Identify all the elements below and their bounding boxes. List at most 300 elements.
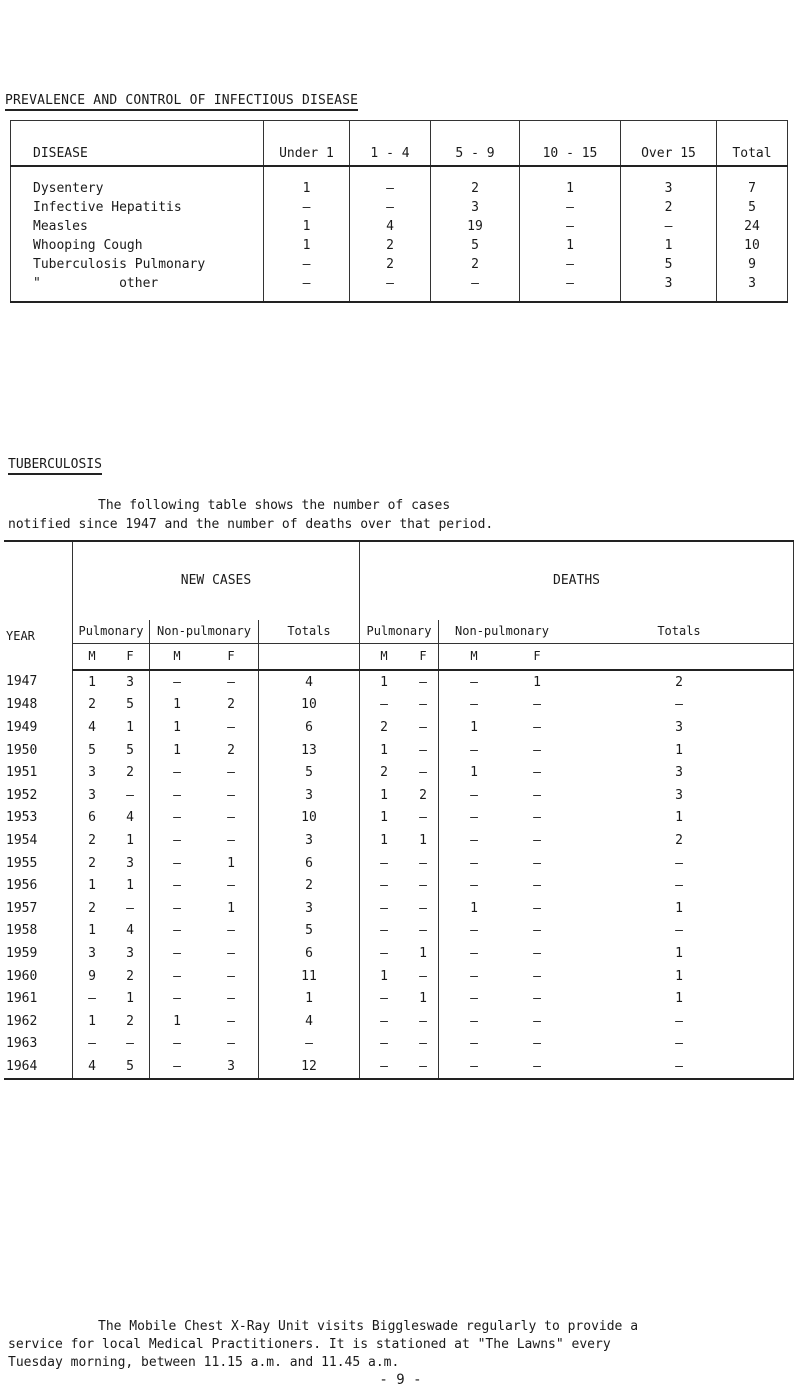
disease-cell: 2 (431, 255, 520, 274)
tb-cell: 4 (73, 1055, 112, 1079)
year-cell: 1955 (6, 855, 38, 871)
table-row (4, 1010, 794, 1033)
tb-cell: – (439, 694, 510, 717)
tb-cell: – (419, 810, 427, 826)
disease-cell: – (350, 274, 431, 302)
tb-cell: – (126, 787, 134, 803)
tb-cell: 1 (439, 761, 510, 784)
tb-cell: 1 (73, 920, 112, 943)
tb-cell: – (509, 1055, 565, 1079)
tb-cell: – (360, 1010, 409, 1033)
disease-cell: – (431, 274, 520, 302)
d-totals-header: Totals (565, 620, 794, 643)
col-1-4: 1 - 4 (350, 121, 431, 167)
tb-cell: – (227, 719, 235, 735)
tb-cell: – (150, 829, 205, 852)
disease-name: Tuberculosis Pulmonary (11, 255, 264, 274)
year-header: YEAR (4, 541, 73, 670)
table-row (4, 897, 794, 920)
tb-cell: – (533, 742, 541, 758)
tb-cell: 2 (227, 697, 235, 713)
tb-cell: 1 (227, 855, 235, 871)
nc-totals-blank (259, 643, 360, 670)
footer-line-2: service for local Medical Practitioners. It is stationed at "The Lawns" every (8, 1337, 611, 1352)
tb-cell: – (439, 829, 510, 852)
disease-cell: – (264, 198, 350, 217)
tb-cell: – (439, 920, 510, 943)
tb-cell: – (227, 878, 235, 894)
tb-cell: – (259, 1033, 360, 1056)
tb-cell: 3 (259, 829, 360, 852)
new-cases-header: NEW CASES (73, 541, 360, 620)
disease-cell: 2 (431, 166, 520, 198)
tb-cell: – (227, 810, 235, 826)
tb-intro (8, 496, 788, 534)
disease-cell: – (264, 255, 350, 274)
tb-cell: – (439, 965, 510, 988)
disease-cell: 2 (350, 255, 431, 274)
tb-cell: 1 (565, 807, 794, 830)
tb-cell: 2 (565, 829, 794, 852)
table-row (4, 716, 794, 739)
disease-cell: 5 (431, 236, 520, 255)
year-cell: 1960 (6, 968, 38, 984)
disease-cell: – (520, 274, 621, 302)
tb-cell: – (419, 719, 427, 735)
disease-cell: – (350, 198, 431, 217)
tb-cell: 2 (126, 1013, 134, 1029)
tb-cell: 6 (73, 807, 112, 830)
disease-cell: 19 (431, 217, 520, 236)
tb-cell: 9 (73, 965, 112, 988)
tb-cell: 1 (126, 832, 134, 848)
tb-cell: 2 (73, 897, 112, 920)
tb-cell: 1 (73, 670, 112, 694)
year-cell: 1961 (6, 991, 38, 1007)
tb-cell: – (126, 1036, 134, 1052)
tb-cell: – (565, 1010, 794, 1033)
tb-cell: – (360, 694, 409, 717)
d-non-pulmonary-header: Non-pulmonary (439, 620, 566, 643)
tb-cell: – (227, 765, 235, 781)
tb-cell: – (565, 1033, 794, 1056)
year-cell: 1953 (6, 810, 38, 826)
disease-cell: 3 (431, 198, 520, 217)
tb-cell: 5 (259, 920, 360, 943)
col-10-15: 10 - 15 (520, 121, 621, 167)
disease-cell: 3 (621, 166, 717, 198)
tb-cell: – (533, 991, 541, 1007)
tb-cell: 1 (360, 739, 409, 762)
tb-cell: 1 (150, 739, 205, 762)
table-row (11, 217, 788, 236)
tb-intro-line-2: notified since 1947 and the number of deaths over that period. (8, 517, 494, 532)
year-cell: 1954 (6, 832, 38, 848)
tb-cell: 1 (73, 1010, 112, 1033)
year-cell: 1950 (6, 742, 38, 758)
disease-cell: 1 (264, 236, 350, 255)
tb-cell: 3 (126, 855, 134, 871)
tb-cell: 1 (565, 987, 794, 1010)
tb-cell: 6 (259, 716, 360, 739)
year-cell: 1952 (6, 787, 38, 803)
tb-cell: – (73, 987, 112, 1010)
col-5-9: 5 - 9 (431, 121, 520, 167)
footer-line-3: Tuesday morning, between 11.15 a.m. and 11.45 a.m. (8, 1355, 400, 1370)
d-pulm-f: F (408, 643, 439, 670)
disease-cell: 1 (264, 166, 350, 198)
tb-intro-line-1: The following table shows the number of cases (98, 498, 451, 513)
disease-name: Measles (11, 217, 264, 236)
tb-cell: – (150, 874, 205, 897)
tb-cell: – (419, 923, 427, 939)
tb-cell: 2 (227, 742, 235, 758)
tb-cell: – (408, 1055, 439, 1079)
tb-cell: 10 (259, 807, 360, 830)
tb-cell: – (533, 900, 541, 916)
disease-cell: – (350, 166, 431, 198)
tuberculosis-table (4, 540, 794, 1080)
tb-cell: 2 (259, 874, 360, 897)
d-pulmonary-header: Pulmonary (360, 620, 439, 643)
disease-cell: 2 (621, 198, 717, 217)
tb-cell: – (419, 697, 427, 713)
tb-cell: – (565, 920, 794, 943)
nc-nonpulm-f: F (204, 643, 259, 670)
tb-cell: – (150, 987, 205, 1010)
nc-pulm-m: M (73, 643, 112, 670)
disease-cell: 9 (717, 255, 788, 274)
tb-cell: – (419, 878, 427, 894)
page-title: PREVALENCE AND CONTROL OF INFECTIOUS DISEASE (5, 93, 358, 111)
tb-cell: – (439, 670, 510, 694)
tb-cell: 1 (360, 670, 409, 694)
tb-cell: 5 (259, 761, 360, 784)
table-row (11, 255, 788, 274)
tb-cell: 4 (126, 810, 134, 826)
disease-name: Dysentery (11, 166, 264, 198)
nc-nonpulm-m: M (150, 643, 205, 670)
tb-cell: 6 (259, 942, 360, 965)
tb-cell: 10 (259, 694, 360, 717)
disease-cell: 2 (350, 236, 431, 255)
tb-cell: – (227, 1036, 235, 1052)
tb-cell: 2 (126, 968, 134, 984)
disease-cell: – (264, 274, 350, 302)
tb-cell: 1 (565, 897, 794, 920)
year-cell: 1951 (6, 765, 38, 781)
tb-cell: – (533, 855, 541, 871)
tb-cell: – (419, 855, 427, 871)
page-number: - 9 - (379, 1372, 422, 1388)
year-cell: 1956 (6, 878, 38, 894)
disease-cell: 7 (717, 166, 788, 198)
disease-cell: 5 (621, 255, 717, 274)
tb-cell: – (533, 1013, 541, 1029)
deaths-header: DEATHS (360, 541, 794, 620)
year-cell: 1947 (6, 674, 38, 690)
tb-cell: 5 (73, 739, 112, 762)
tb-cell: – (150, 965, 205, 988)
year-cell: 1963 (6, 1036, 38, 1052)
disease-cell: – (520, 255, 621, 274)
tb-cell: – (360, 852, 409, 875)
tb-cell: – (533, 697, 541, 713)
col-disease: DISEASE (11, 121, 264, 167)
col-over-15: Over 15 (621, 121, 717, 167)
disease-cell: 3 (621, 274, 717, 302)
tb-cell: – (533, 787, 541, 803)
tb-cell: 1 (126, 878, 134, 894)
tb-cell: – (533, 832, 541, 848)
table-row (4, 694, 794, 717)
tb-cell: – (533, 1036, 541, 1052)
tb-cell: 2 (360, 716, 409, 739)
tb-cell: 4 (73, 716, 112, 739)
tb-cell: – (227, 832, 235, 848)
tb-cell: – (150, 784, 205, 807)
disease-cell: 4 (350, 217, 431, 236)
tb-cell: – (73, 1033, 112, 1056)
tb-cell: – (439, 1033, 510, 1056)
tb-cell: – (565, 874, 794, 897)
tb-cell: 5 (111, 1055, 150, 1079)
table-row (4, 761, 794, 784)
tb-cell: – (360, 1033, 409, 1056)
tb-cell: – (150, 670, 205, 694)
tb-cell: – (419, 900, 427, 916)
table-row (4, 1033, 794, 1056)
tb-cell: – (150, 1055, 205, 1079)
tb-cell: 1 (227, 900, 235, 916)
tb-cell: – (439, 852, 510, 875)
tb-cell: – (419, 968, 427, 984)
tb-cell: 1 (439, 716, 510, 739)
tb-cell: 3 (126, 674, 134, 690)
tb-cell: 11 (259, 965, 360, 988)
tb-cell: – (565, 852, 794, 875)
tb-cell: – (533, 878, 541, 894)
tb-cell: – (126, 900, 134, 916)
table-row (4, 987, 794, 1010)
year-cell: 1949 (6, 719, 38, 735)
tb-cell: 1 (150, 716, 205, 739)
tb-cell: 4 (126, 923, 134, 939)
tb-cell: 3 (565, 716, 794, 739)
tb-cell: 2 (73, 694, 112, 717)
tb-cell: 1 (360, 807, 409, 830)
disease-cell: – (520, 217, 621, 236)
tb-cell: – (150, 1033, 205, 1056)
tuberculosis-heading: TUBERCULOSIS (8, 457, 102, 475)
tb-cell: 2 (126, 765, 134, 781)
tb-cell: 13 (259, 739, 360, 762)
table-row (4, 920, 794, 943)
year-cell: 1959 (6, 945, 38, 961)
disease-name: Whooping Cough (11, 236, 264, 255)
tb-cell: – (227, 1013, 235, 1029)
tb-cell: – (439, 942, 510, 965)
tb-cell: 3 (73, 761, 112, 784)
tb-cell: – (227, 674, 235, 690)
table-row (4, 1055, 794, 1079)
tb-cell: 6 (259, 852, 360, 875)
footer-line-1: The Mobile Chest X-Ray Unit visits Biggleswade regularly to provide a (98, 1319, 639, 1334)
tb-cell: – (533, 923, 541, 939)
tb-cell: 1 (565, 739, 794, 762)
tb-cell: – (150, 807, 205, 830)
tb-cell: 3 (259, 897, 360, 920)
tb-cell: 1 (419, 832, 427, 848)
table-row (11, 274, 788, 302)
d-pulm-m: M (360, 643, 409, 670)
table-row (4, 965, 794, 988)
disease-cell: – (520, 198, 621, 217)
tb-cell: – (360, 874, 409, 897)
col-total: Total (717, 121, 788, 167)
tb-cell: 3 (204, 1055, 259, 1079)
year-cell: 1948 (6, 697, 38, 713)
tb-cell: 1 (419, 945, 427, 961)
tb-cell: – (360, 920, 409, 943)
table-row (4, 852, 794, 875)
tb-cell: – (533, 719, 541, 735)
tb-cell: – (227, 968, 235, 984)
d-nonpulm-f: F (509, 643, 565, 670)
tb-cell: 1 (360, 784, 409, 807)
tb-cell: 3 (259, 784, 360, 807)
tb-cell: 2 (73, 852, 112, 875)
tb-cell: – (419, 1013, 427, 1029)
tb-cell: 2 (419, 787, 427, 803)
col-under-1: Under 1 (264, 121, 350, 167)
tb-cell: 2 (73, 829, 112, 852)
disease-table (10, 120, 788, 303)
tb-cell: 1 (565, 942, 794, 965)
disease-name: " other (11, 274, 264, 302)
tb-cell: 12 (259, 1055, 360, 1079)
tb-cell: 5 (126, 697, 134, 713)
tb-cell: 1 (259, 987, 360, 1010)
tb-cell: – (439, 874, 510, 897)
d-nonpulm-m: M (439, 643, 510, 670)
disease-cell: 1 (621, 236, 717, 255)
table-row (4, 874, 794, 897)
tb-cell: – (419, 742, 427, 758)
table-row (11, 198, 788, 217)
tb-cell: 4 (259, 670, 360, 694)
tb-cell: – (150, 942, 205, 965)
tb-cell: – (439, 807, 510, 830)
tb-cell: – (150, 852, 205, 875)
footer-paragraph (8, 1318, 793, 1372)
tb-cell: 3 (73, 784, 112, 807)
d-totals-blank (565, 643, 794, 670)
tb-cell: – (419, 674, 427, 690)
tb-cell: – (533, 765, 541, 781)
tb-cell: 1 (360, 829, 409, 852)
disease-cell: 10 (717, 236, 788, 255)
tb-cell: 1 (533, 674, 541, 690)
tb-cell: 4 (259, 1010, 360, 1033)
tb-cell: 1 (439, 897, 510, 920)
tb-cell: 1 (150, 694, 205, 717)
tb-cell: – (150, 897, 205, 920)
tb-cell: – (360, 897, 409, 920)
tb-cell: – (565, 1055, 794, 1079)
table-row (4, 829, 794, 852)
disease-cell: 1 (264, 217, 350, 236)
tb-cell: – (227, 923, 235, 939)
tb-cell: – (565, 694, 794, 717)
tb-cell: – (419, 765, 427, 781)
tb-cell: 1 (360, 965, 409, 988)
tb-cell: – (360, 942, 409, 965)
nc-pulmonary-header: Pulmonary (73, 620, 150, 643)
tb-cell: 1 (565, 965, 794, 988)
tb-cell: – (439, 987, 510, 1010)
disease-cell: 5 (717, 198, 788, 217)
year-cell: 1964 (4, 1055, 73, 1079)
year-cell: 1962 (6, 1013, 38, 1029)
tb-cell: – (360, 1055, 409, 1079)
disease-name: Infective Hepatitis (11, 198, 264, 217)
tb-cell: – (439, 784, 510, 807)
tb-cell: – (150, 920, 205, 943)
nc-totals-header: Totals (259, 620, 360, 643)
table-row (4, 942, 794, 965)
table-row (4, 739, 794, 762)
tb-cell: – (439, 1010, 510, 1033)
table-row (11, 166, 788, 198)
table-row (11, 236, 788, 255)
tb-cell: 3 (565, 761, 794, 784)
tb-cell: – (227, 945, 235, 961)
year-cell: 1958 (6, 923, 38, 939)
tb-cell: – (533, 968, 541, 984)
tb-cell: – (533, 945, 541, 961)
disease-cell: 1 (520, 166, 621, 198)
disease-cell: – (621, 217, 717, 236)
tb-cell: 2 (565, 670, 794, 694)
table-row (4, 784, 794, 807)
tb-cell: – (533, 810, 541, 826)
tb-cell: 1 (126, 991, 134, 1007)
tb-cell: 1 (150, 1010, 205, 1033)
tb-cell: 2 (360, 761, 409, 784)
tb-cell: 3 (73, 942, 112, 965)
tb-cell: 1 (73, 874, 112, 897)
tb-cell: 1 (419, 991, 427, 1007)
tb-cell: 3 (126, 945, 134, 961)
disease-cell: 3 (717, 274, 788, 302)
tb-cell: – (439, 1055, 510, 1079)
table-row (4, 807, 794, 830)
tb-cell: – (439, 739, 510, 762)
table-row (4, 670, 794, 694)
tb-cell: – (419, 1036, 427, 1052)
tb-cell: – (227, 787, 235, 803)
nc-non-pulmonary-header: Non-pulmonary (150, 620, 259, 643)
disease-cell: 1 (520, 236, 621, 255)
tb-cell: 3 (565, 784, 794, 807)
tb-cell: 5 (126, 742, 134, 758)
nc-pulm-f: F (111, 643, 150, 670)
tb-cell: – (150, 761, 205, 784)
disease-cell: 24 (717, 217, 788, 236)
tb-cell: 1 (126, 719, 134, 735)
year-cell: 1957 (6, 900, 38, 916)
